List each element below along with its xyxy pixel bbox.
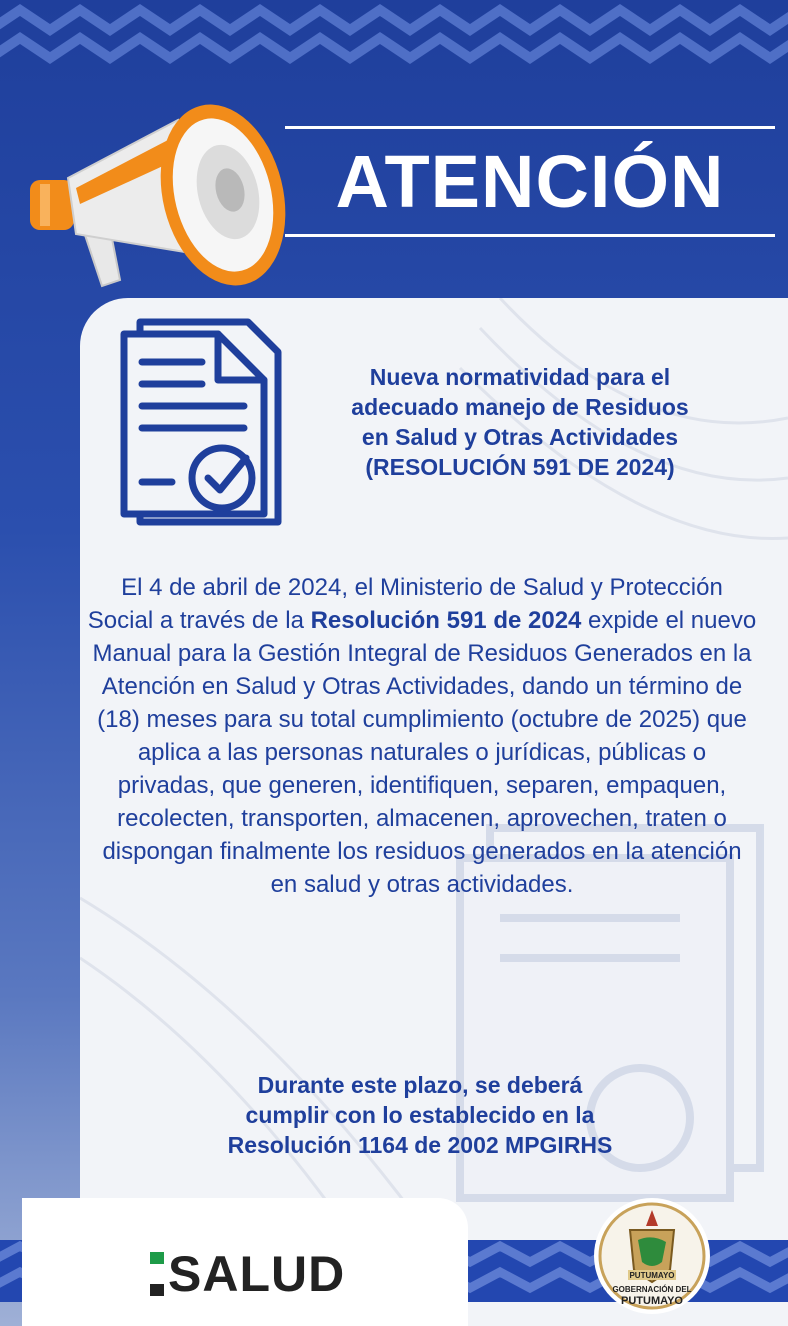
gobernacion-seal-logo: [592, 1196, 712, 1316]
subtitle-line-1: Nueva normatividad para el: [369, 364, 671, 390]
subtitle: [300, 362, 740, 482]
seal-ribbon: PUTUMAYO: [629, 1271, 675, 1280]
body-bold-resolution: Resolución 591 de 2024: [310, 607, 582, 634]
subtitle-line-3: en Salud y Otras Actividades: [361, 424, 679, 450]
subtitle-line-4: (RESOLUCIÓN 591 DE 2024): [365, 454, 675, 480]
zigzag-pattern-top: [0, 0, 788, 80]
title-block: [285, 126, 775, 240]
body-text-2: expide el nuevo Manual para la Gestión Integral de Residuos Generados en la Atención en Salud y Otras Actividades, dando un término de (18) meses para su total cumplimiento (octubre de 2025) que aplica a las personas naturales o jurídicas, públicas o privadas, que generen, identifiquen, separen, empaquen, recolecten, transporten, almacenen, aprovechen, traten o dispongan finalmente los residuos generados en la atención en salud y otras actividades.: [92, 607, 757, 898]
closing-statement: [130, 1070, 710, 1160]
closing-line-3: Resolución 1164 de 2002 MPGIRHS: [227, 1132, 613, 1158]
seal-text-line-1: GOBERNACIÓN DEL: [612, 1285, 692, 1294]
body-paragraph: [86, 571, 758, 901]
seal-text-line-2: PUTUMAYO: [621, 1295, 683, 1307]
page-title: ATENCIÓN: [335, 140, 725, 223]
closing-line-2: cumplir con lo establecido en la: [245, 1102, 595, 1128]
closing-line-1: Durante este plazo, se deberá: [257, 1072, 583, 1098]
subtitle-line-2: adecuado manejo de Residuos: [351, 394, 689, 420]
megaphone-icon: [18, 70, 288, 300]
salud-logo-text: SALUD: [168, 1246, 346, 1302]
title-divider-bottom: [285, 234, 775, 237]
body-text-1: El 4 de abril de 2024, el Ministerio de Salud y Protección Social a través de la: [87, 574, 723, 634]
salud-logo-mark: [150, 1252, 164, 1296]
document-check-icon: [118, 318, 288, 528]
title-divider-top: [285, 126, 775, 129]
